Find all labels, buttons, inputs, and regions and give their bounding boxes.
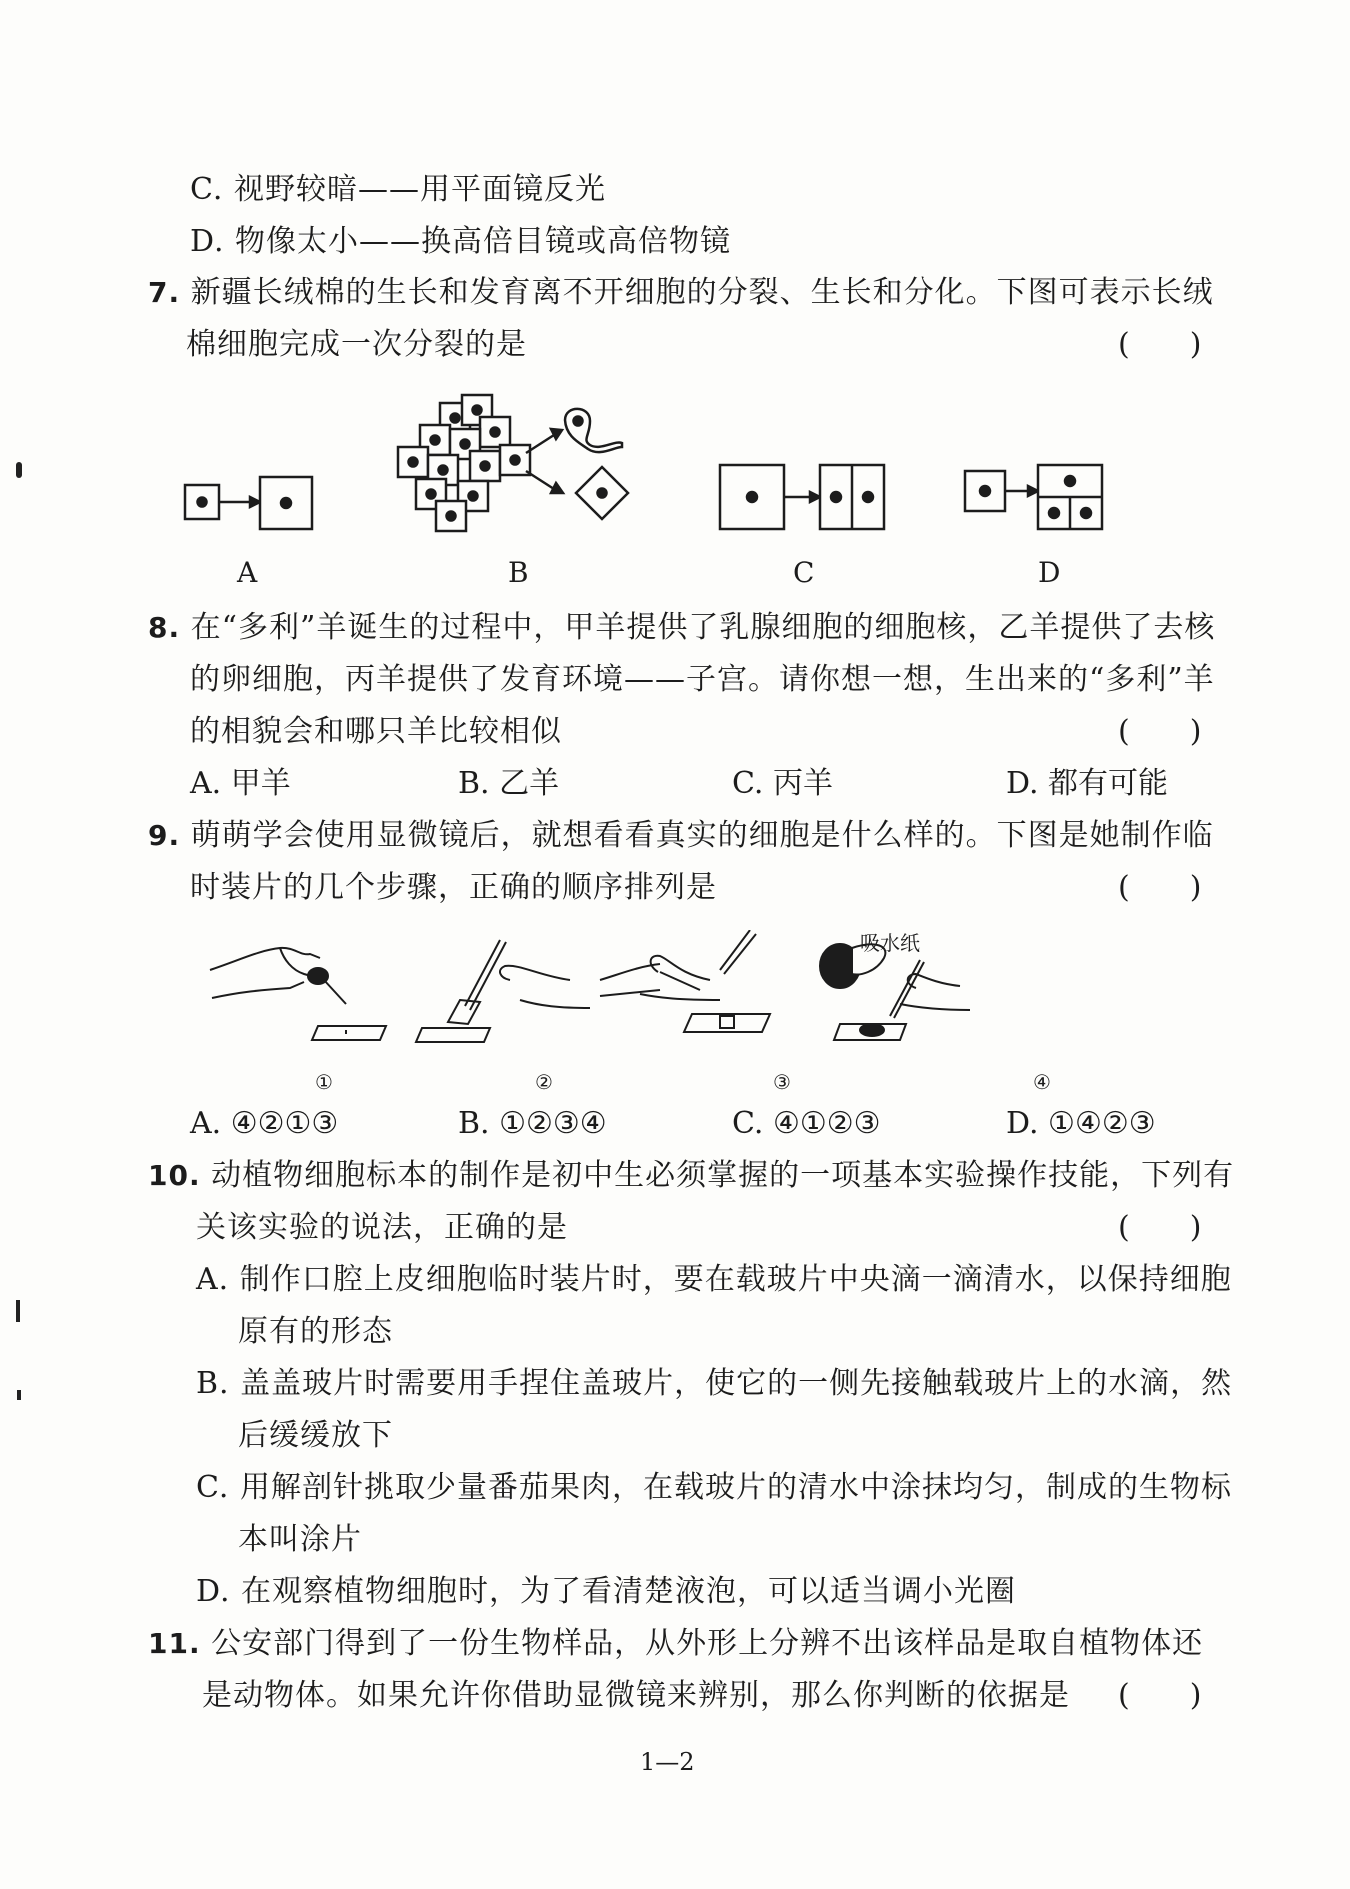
q11-number: 11. [148,1627,201,1660]
page-number: 1—2 [640,1748,695,1776]
q9-option-b[interactable]: B. ①②③④ [458,1106,607,1141]
q9-text1: 萌萌学会使用显微镜后，就想看看真实的细胞是什么样的。下图是她制作临 [190,818,1214,853]
q11-line1 [148,1624,1203,1664]
step2-illustration [416,940,590,1042]
step-label-2: ② [535,1070,553,1094]
q10-number: 10. [148,1159,201,1192]
step3-illustration [600,930,770,1032]
figure-label-d: D [1038,556,1061,589]
q9-option-a[interactable]: A. ④②①③ [190,1106,339,1141]
q7-line1 [148,273,1214,313]
figure-b-diagram [398,395,628,531]
prev-option-c: C. 视野较暗——用平面镜反光 [190,172,606,207]
q9-option-c[interactable]: C. ④①②③ [732,1106,881,1141]
q7-answer-bracket[interactable]: ( ) [1118,327,1202,362]
q8-text1: 在“多利”羊诞生的过程中，甲羊提供了乳腺细胞的细胞核，乙羊提供了去核 [190,610,1216,645]
step1-illustration [210,948,386,1040]
q11-text1: 公安部门得到了一份生物样品，从外形上分辨不出该样品是取自植物体还 [211,1626,1204,1661]
q8-answer-bracket[interactable]: ( ) [1118,714,1202,749]
figure-c-diagram [720,465,884,529]
figure-label-b: B [508,556,529,589]
q8-line3: 的相貌会和哪只羊比较相似 [190,714,562,749]
q8-option-d[interactable]: D. 都有可能 [1006,766,1169,801]
margin-mark [16,1300,20,1322]
q8-number: 8. [148,611,181,644]
q9-number: 9. [148,819,181,852]
q10-line1 [148,1156,1234,1196]
q7-line2: 棉细胞完成一次分裂的是 [186,327,527,362]
q10-line2: 关该实验的说法，正确的是 [196,1210,568,1245]
q7-text1: 新疆长绒棉的生长和发育离不开细胞的分裂、生长和分化。下图可表示长绒 [190,275,1214,310]
step-label-4: ④ [1033,1070,1051,1094]
q8-line1 [148,608,1215,648]
figure-d-diagram [965,465,1102,529]
q9-answer-bracket[interactable]: ( ) [1118,870,1202,905]
figure-label-a: A [237,556,258,589]
q10-option-c[interactable]: C. 用解剖针挑取少量番茄果肉，在载玻片的清水中涂抹均匀，制成的生物标 [196,1470,1232,1505]
q10-option-b-cont: 后缓缓放下 [238,1418,393,1453]
q9-line1 [148,816,1214,856]
q8-option-a[interactable]: A. 甲羊 [190,766,291,801]
q11-answer-bracket[interactable]: ( ) [1118,1678,1202,1713]
margin-mark [17,1390,21,1400]
step-label-1: ① [315,1070,333,1094]
q10-option-b[interactable]: B. 盖盖玻片时需要用手捏住盖玻片，使它的一侧先接触载玻片上的水滴，然 [196,1366,1233,1401]
q8-line2: 的卵细胞，丙羊提供了发育环境——子宫。请你想一想，生出来的“多利”羊 [190,662,1215,697]
q10-option-c-cont: 本叫涂片 [238,1522,362,1557]
q11-line2: 是动物体。如果允许你借助显微镜来辨别，那么你判断的依据是 [202,1678,1070,1713]
q10-option-a[interactable]: A. 制作口腔上皮细胞临时装片时，要在载玻片中央滴一滴清水，以保持细胞 [196,1262,1232,1297]
q10-text1: 动植物细胞标本的制作是初中生必须掌握的一项基本实验操作技能，下列有 [211,1158,1235,1193]
step-label-3: ③ [773,1070,791,1094]
q10-option-a-cont: 原有的形态 [238,1314,393,1349]
q9-option-d[interactable]: D. ①④②③ [1006,1106,1156,1141]
q10-answer-bracket[interactable]: ( ) [1118,1210,1202,1245]
q9-line2: 时装片的几个步骤，正确的顺序排列是 [190,870,717,905]
q10-option-d[interactable]: D. 在观察植物细胞时，为了看清楚液泡，可以适当调小光圈 [196,1574,1017,1609]
q9-figure [200,930,1150,1050]
prev-option-d: D. 物像太小——换高倍目镜或高倍物镜 [190,224,732,259]
margin-mark [16,462,22,478]
absorbent-paper-label: 吸水纸 [860,931,920,955]
q8-option-c[interactable]: C. 丙羊 [732,766,833,801]
figure-a-diagram [185,477,312,529]
q7-number: 7. [148,276,181,309]
q7-figure [170,385,1130,545]
q8-option-b[interactable]: B. 乙羊 [458,766,560,801]
figure-label-c: C [793,556,815,589]
